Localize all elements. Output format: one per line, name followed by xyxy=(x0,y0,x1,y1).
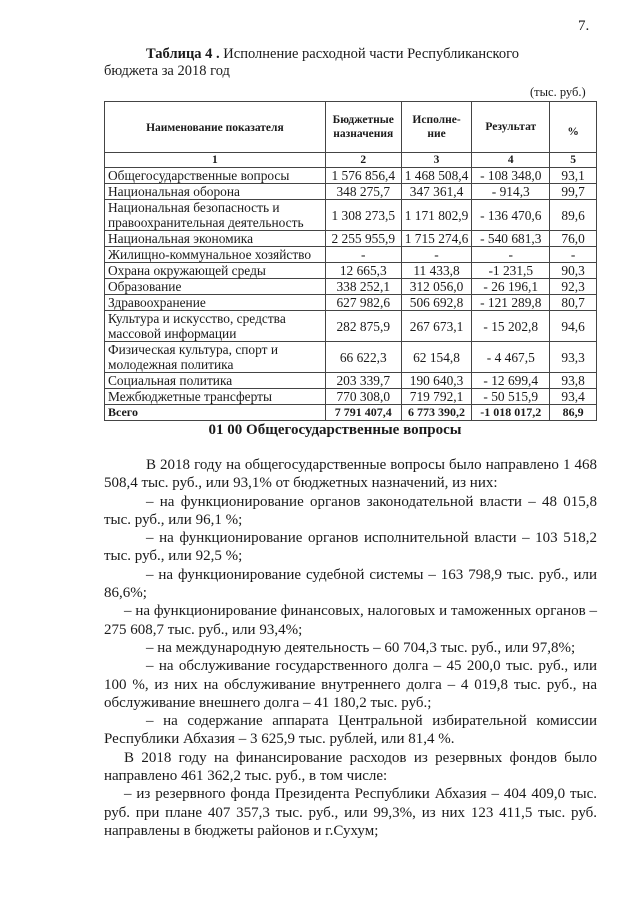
row-percent: 80,7 xyxy=(550,295,597,311)
table-row xyxy=(105,247,597,263)
row-name: Национальная оборона xyxy=(105,184,326,200)
header-budget: Бюджетные назначения xyxy=(325,102,401,153)
table-total-row xyxy=(105,405,597,421)
table-row xyxy=(105,295,597,311)
total-percent: 86,9 xyxy=(550,405,597,421)
row-budget: 2 255 955,9 xyxy=(325,231,401,247)
table-row xyxy=(105,342,597,373)
row-percent: 93,4 xyxy=(550,389,597,405)
row-percent: 93,1 xyxy=(550,168,597,184)
list-item: – на функционирование финансовых, налоговых и таможенных органов – 275 608,7 тыс. руб., или 93,4%; xyxy=(104,603,597,638)
column-number: 4 xyxy=(472,153,550,168)
row-name: Общегосударственные вопросы xyxy=(105,168,326,184)
row-budget: 66 622,3 xyxy=(325,342,401,373)
table-row xyxy=(105,168,597,184)
row-name: Межбюджетные трансферты xyxy=(105,389,326,405)
row-budget: 770 308,0 xyxy=(325,389,401,405)
list-item: – на международную деятельность – 60 704,3 тыс. руб., или 97,8%; xyxy=(146,639,576,656)
row-name: Жилищно-коммунальное хозяйство xyxy=(105,247,326,263)
row-executed: 11 433,8 xyxy=(401,263,472,279)
row-percent: 92,3 xyxy=(550,279,597,295)
row-result: -1 231,5 xyxy=(472,263,550,279)
row-executed: 267 673,1 xyxy=(401,311,472,342)
row-executed: 719 792,1 xyxy=(401,389,472,405)
row-budget: 203 339,7 xyxy=(325,373,401,389)
row-percent: 76,0 xyxy=(550,231,597,247)
paragraph: В 2018 году на общегосударственные вопросы было направлено 1 468 508,4 тыс. руб., или 93,1% от бюджетных назначений, из них: xyxy=(104,457,597,492)
section-heading: 01 00 Общегосударственные вопросы xyxy=(208,422,462,438)
row-executed: - xyxy=(401,247,472,263)
column-number: 2 xyxy=(325,153,401,168)
row-name: Физическая культура, спорт и молодежная политика xyxy=(105,342,326,373)
row-executed: 1 715 274,6 xyxy=(401,231,472,247)
list-item: – на функционирование судебной системы – 163 798,9 тыс. руб., или 86,6%; xyxy=(104,566,597,602)
table-row xyxy=(105,373,597,389)
header-executed: Исполне-ние xyxy=(401,102,472,153)
row-executed: 1 468 508,4 xyxy=(401,168,472,184)
total-result: -1 018 017,2 xyxy=(472,405,550,421)
units-note: (тыс. руб.) xyxy=(530,85,586,99)
row-budget: 1 576 856,4 xyxy=(325,168,401,184)
row-budget: 12 665,3 xyxy=(325,263,401,279)
total-label: Всего xyxy=(105,405,326,421)
table-caption-label: Таблица 4 . xyxy=(146,46,220,62)
row-budget: 348 275,7 xyxy=(325,184,401,200)
list-item: – на функционирование органов исполнительной власти – 103 518,2 тыс. руб., или 92,5 %; xyxy=(104,530,597,565)
row-name: Социальная политика xyxy=(105,373,326,389)
column-number-row xyxy=(105,153,597,168)
table-caption-text: Исполнение расходной части Республиканского бюджета за 2018 год xyxy=(104,46,519,79)
budget-expenditure-table xyxy=(104,101,597,421)
list-item: – на функционирование органов законодательной власти – 48 015,8 тыс. руб., или 96,1 %; xyxy=(104,493,597,528)
table-row xyxy=(105,279,597,295)
row-percent: 99,7 xyxy=(550,184,597,200)
row-result: - 121 289,8 xyxy=(472,295,550,311)
row-name: Национальная безопасность и правоохранительная деятельность xyxy=(105,200,326,231)
table-row xyxy=(105,389,597,405)
list-item: – из резервного фонда Президента Республики Абхазия – 404 409,0 тыс. руб. при плане 407 357,3 тыс. руб., или 99,3%, из них 123 411,5 тыс. руб. направлены в бюджеты районов и г.Сухум; xyxy=(104,786,597,839)
row-executed: 62 154,8 xyxy=(401,342,472,373)
row-budget: 1 308 273,5 xyxy=(325,200,401,231)
row-percent: 90,3 xyxy=(550,263,597,279)
row-result: - 108 348,0 xyxy=(472,168,550,184)
table-row xyxy=(105,263,597,279)
row-executed: 312 056,0 xyxy=(401,279,472,295)
row-result: - 12 699,4 xyxy=(472,373,550,389)
row-percent: 94,6 xyxy=(550,311,597,342)
row-result: - 914,3 xyxy=(472,184,550,200)
row-result: - xyxy=(472,247,550,263)
row-name: Здравоохранение xyxy=(105,295,326,311)
table-caption xyxy=(104,46,524,80)
row-name: Охрана окружающей среды xyxy=(105,263,326,279)
row-result: - 50 515,9 xyxy=(472,389,550,405)
table-row xyxy=(105,231,597,247)
column-number: 5 xyxy=(550,153,597,168)
row-result: - 4 467,5 xyxy=(472,342,550,373)
row-name: Образование xyxy=(105,279,326,295)
table-row xyxy=(105,311,597,342)
row-name: Культура и искусство, средства массовой информации xyxy=(105,311,326,342)
header-name: Наименование показателя xyxy=(105,102,326,153)
row-name: Национальная экономика xyxy=(105,231,326,247)
row-result: - 540 681,3 xyxy=(472,231,550,247)
table-row xyxy=(105,200,597,231)
row-budget: - xyxy=(325,247,401,263)
list-item: – на обслуживание государственного долга – 45 200,0 тыс. руб., или 100 %, из них на обслуживание внутреннего долга – 4 019,8 тыс. руб., на обслуживание внешнего долга – 41 180,2 тыс. руб.; xyxy=(104,658,597,711)
table-row xyxy=(105,184,597,200)
paragraph: В 2018 году на финансирование расходов из резервных фондов было направлено 461 362,2 тыс. руб., в том числе: xyxy=(104,749,597,785)
row-percent: 93,3 xyxy=(550,342,597,373)
row-budget: 627 982,6 xyxy=(325,295,401,311)
row-result: - 15 202,8 xyxy=(472,311,550,342)
header-percent: % xyxy=(550,102,597,153)
row-executed: 190 640,3 xyxy=(401,373,472,389)
table-header-row xyxy=(105,102,597,153)
total-budget: 7 791 407,4 xyxy=(325,405,401,421)
row-percent: 93,8 xyxy=(550,373,597,389)
row-percent: - xyxy=(550,247,597,263)
list-item: – на содержание аппарата Центральной избирательной комиссии Республики Абхазия – 3 625,9 тыс. рублей, или 81,4 %. xyxy=(104,713,597,748)
column-number: 3 xyxy=(401,153,472,168)
row-executed: 1 171 802,9 xyxy=(401,200,472,231)
row-budget: 338 252,1 xyxy=(325,279,401,295)
body-text xyxy=(104,456,597,840)
row-budget: 282 875,9 xyxy=(325,311,401,342)
total-executed: 6 773 390,2 xyxy=(401,405,472,421)
row-result: - 136 470,6 xyxy=(472,200,550,231)
row-percent: 89,6 xyxy=(550,200,597,231)
page-number: 7. xyxy=(578,18,590,34)
header-result: Результат xyxy=(472,102,550,153)
column-number: 1 xyxy=(105,153,326,168)
row-executed: 506 692,8 xyxy=(401,295,472,311)
row-executed: 347 361,4 xyxy=(401,184,472,200)
row-result: - 26 196,1 xyxy=(472,279,550,295)
